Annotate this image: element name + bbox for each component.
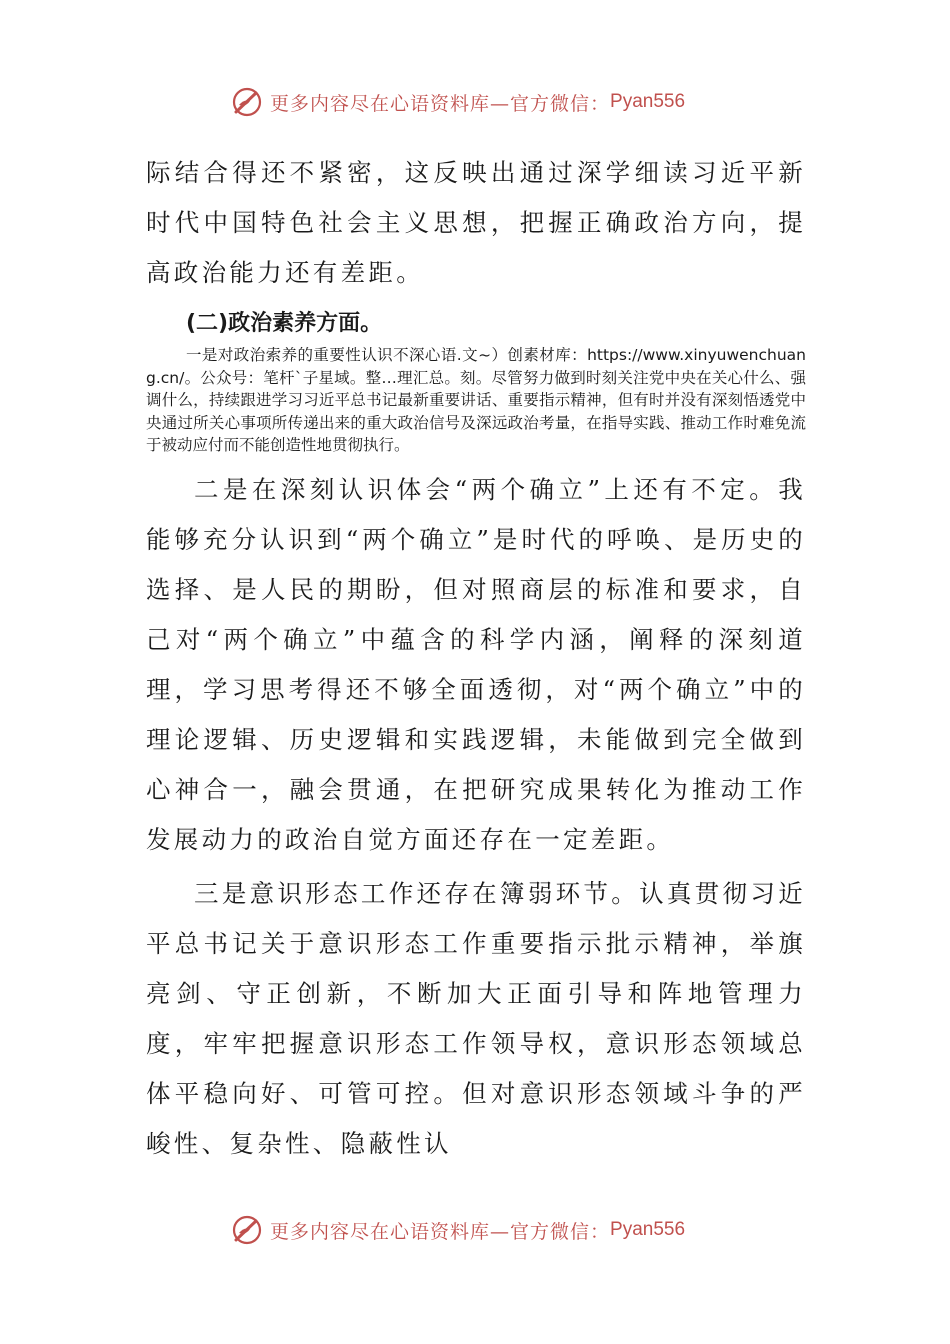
paragraph-one: 一是对政治索养的重要性认识不深心语.文~）创素材库：https://www.xinyuwenchuang.cn/。公众号：笔杆`子星域。整…理汇总。刻。尽管努力做到时刻关注党中央在关心什么、强调什么，持续跟进学习习近平总书记最新重要讲话、重要指示精神，但有时并没有深刻悟透党中央通过所关心事项所传递出来的重大政治信号及深远政治考量，在指导实践、推动工作时难免流于被动应付而不能创造性地贯彻执行。 <box>146 346 806 454</box>
footer-banner-text: 更多内容尽在心语资料库—官方微信： <box>270 1220 611 1243</box>
header-banner <box>230 82 685 122</box>
document-body <box>146 148 806 1169</box>
header-banner-id: Pyan556 <box>610 91 686 112</box>
pen-logo-icon <box>230 1213 264 1247</box>
paragraph-continuation: 际结合得还不紧密，这反映出通过深学细读习近平新时代中国特色社会主义思想，把握正确政治方向，提高政治能力还有差距。 <box>146 158 806 287</box>
footer-banner-id: Pyan556 <box>610 1219 686 1240</box>
pen-logo-icon <box>230 85 264 119</box>
header-banner-text: 更多内容尽在心语资料库—官方微信： <box>270 92 611 115</box>
section-heading: (二)政治素养方面。 <box>186 311 383 336</box>
paragraph-three: 三是意识形态工作还存在簿弱环节。认真贯彻习近平总书记关于意识形态工作重要指示批示精神，举旗亮剑、守正创新，不断加大正面引导和阵地管理力度，牢牢把握意识形态工作领导权，意识形态领域总体平稳向好、可管可控。但对意识形态领域斗争的严峻性、复杂性、隐蔽性认 <box>146 878 806 1158</box>
footer-banner <box>230 1210 685 1250</box>
paragraph-two: 二是在深刻认识体会“两个确立”上还有不定。我能够充分认识到“两个确立”是时代的呼唤、是历史的选择、是人民的期盼，但对照商层的标准和要求，自己对“两个确立”中蕴含的科学内涵，阐释的深刻道理，学习思考得还不够全面透彻，对“两个确立”中的理论逻辑、历史逻辑和实践逻辑，未能做到完全做到心神合一，融会贯通，在把研究成果转化为推动工作发展动力的政治自觉方面还存在一定差距。 <box>146 474 806 854</box>
